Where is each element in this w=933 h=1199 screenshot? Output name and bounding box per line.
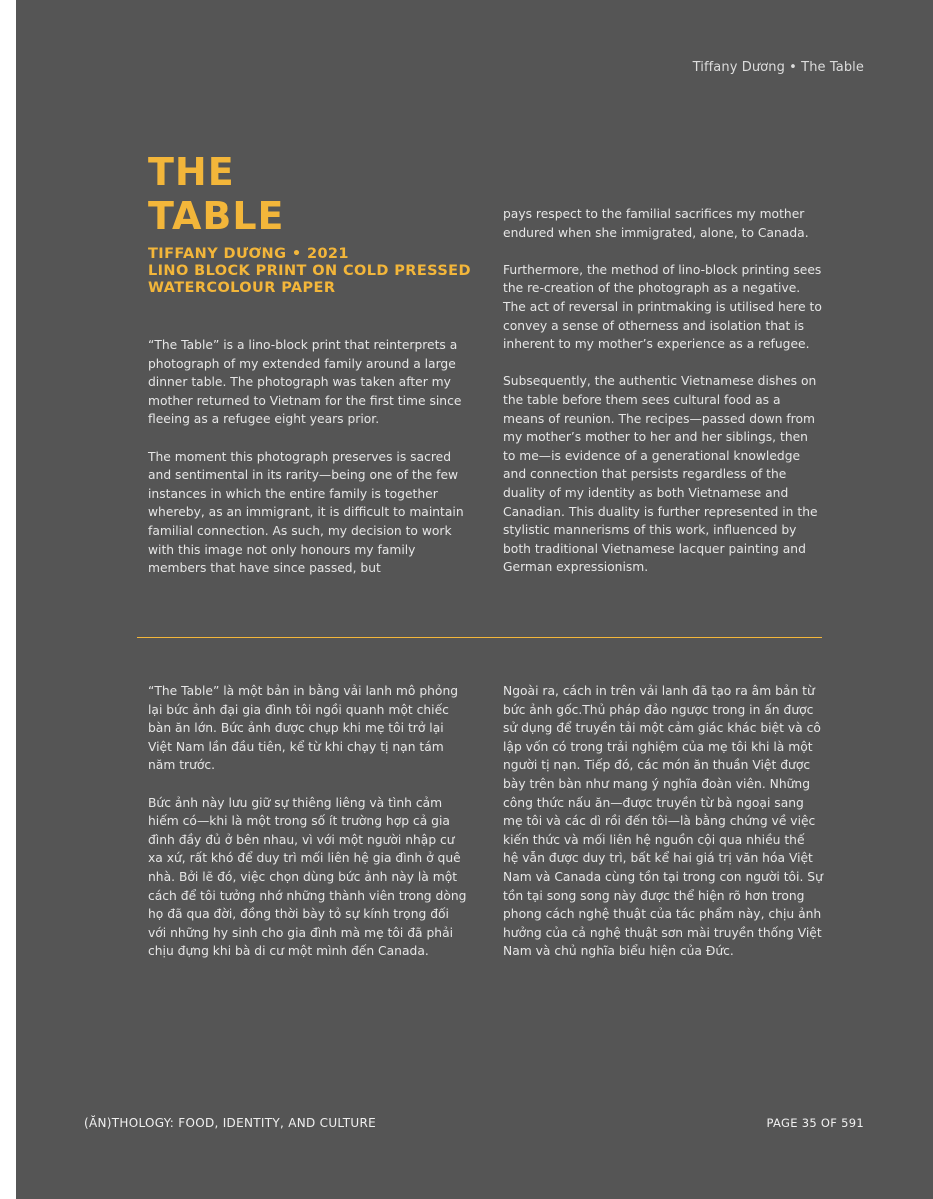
- english-text-right-column: [503, 205, 823, 595]
- paragraph: Bức ảnh này lưu giữ sự thiêng liêng và tình cảm hiếm có—khi là một trong số ít trường hợp cả gia đình đầy đủ ở bên nhau, vì với một người nhập cư xa xứ, rất khó để duy trì mối liên hệ gia đình ở quê nhà. Bởi lẽ đó, việc chọn dùng bức ảnh này là một cách để tôi tưởng nhớ những thành viên trong dòng họ đã qua đời, đồng thời bày tỏ sự kính trọng đối với những hy sinh cho gia đình mà mẹ tôi đã phải chịu đựng khi bà di cư một mình đến Canada.: [148, 795, 467, 959]
- medium-line: LINO BLOCK PRINT ON COLD PRESSED: [148, 263, 471, 279]
- publication-title: (ĂN)THOLOGY: FOOD, IDENTITY, AND CULTURE: [84, 1116, 376, 1130]
- paragraph: Furthermore, the method of lino-block printing sees the re-creation of the photograph as a negative. The act of reversal in printmaking is utilised here to convey a sense of otherness and isolation that is inherent to my mother’s experience as a refugee.: [503, 262, 822, 352]
- vietnamese-text-right-column: [503, 682, 823, 980]
- paragraph: “The Table” is a lino-block print that reinterprets a photograph of my extended family around a large dinner table. The photograph was taken after my mother returned to Vietnam for the first time since fleeing as a refugee eight years prior.: [148, 338, 462, 427]
- paragraph: The moment this photograph preserves is sacred and sentimental in its rarity—being one of the few instances in which the entire family is together whereby, as an immigrant, it is difficult to maintain familial connection. As such, my decision to work with this image not only honours my family members that have since passed, but: [148, 449, 464, 576]
- artwork-subtitle: [148, 246, 498, 297]
- title-line: THE: [148, 150, 235, 194]
- medium-line: WATERCOLOUR PAPER: [148, 280, 336, 296]
- page-number: PAGE 35 OF 591: [766, 1116, 864, 1130]
- paragraph: Subsequently, the authentic Vietnamese dishes on the table before them sees cultural food as a means of reunion. The recipes—passed down from my mother’s mother to her and her siblings, then to me—is evidence of a generational knowledge and connection that persists regardless of the duality of my identity as both Vietnamese and Canadian. This duality is further represented in the stylistic mannerisms of this work, influenced by both traditional Vietnamese lacquer painting and German expressionism.: [503, 374, 818, 575]
- english-text-left-column: [148, 336, 468, 596]
- artist-and-year: TIFFANY DƯƠNG • 2021: [148, 246, 349, 262]
- paragraph: Ngoài ra, cách in trên vải lanh đã tạo ra âm bản từ bức ảnh gốc.Thủ pháp đảo ngược trong in ấn được sử dụng để truyền tải một cảm giác khác biệt và cô lập vốn có trong trải nghiệm của mẹ tôi khi là một người tị nạn. Tiếp đó, các món ăn thuần Việt được bày trên bàn như mang ý nghĩa đoàn viên. Những công thức nấu ăn—được truyền từ bà ngoại sang mẹ tôi và các dì rồi đến tôi—là bằng chứng về việc kiến thức và mối liên hệ nguồn cội qua nhiều thế hệ vẫn được duy trì, bất kể hai giá trị văn hóa Việt Nam và Canada cùng tồn tại trong con người tôi. Sự tồn tại song song này được thể hiện rõ hơn trong phong cách nghệ thuật của tác phẩm này, chịu ảnh hưởng của cả nghệ thuật sơn mài truyền thống Việt Nam và chủ nghĩa biểu hiện của Đức.: [503, 684, 823, 959]
- page-title: [148, 150, 285, 238]
- paragraph: “The Table” là một bản in bằng vải lanh mô phỏng lại bức ảnh đại gia đình tôi ngồi quanh một chiếc bàn ăn lớn. Bức ảnh được chụp khi mẹ tôi trở lại Việt Nam lần đầu tiên, kể từ khi chạy tị nạn tám năm trước.: [148, 684, 459, 773]
- vietnamese-text-left-column: [148, 682, 468, 980]
- running-head: Tiffany Dương • The Table: [692, 60, 864, 75]
- paragraph: pays respect to the familial sacrifices my mother endured when she immigrated, alone, to Canada.: [503, 207, 809, 240]
- section-divider: [137, 637, 822, 638]
- magazine-page: [16, 0, 933, 1199]
- title-line: TABLE: [148, 194, 285, 238]
